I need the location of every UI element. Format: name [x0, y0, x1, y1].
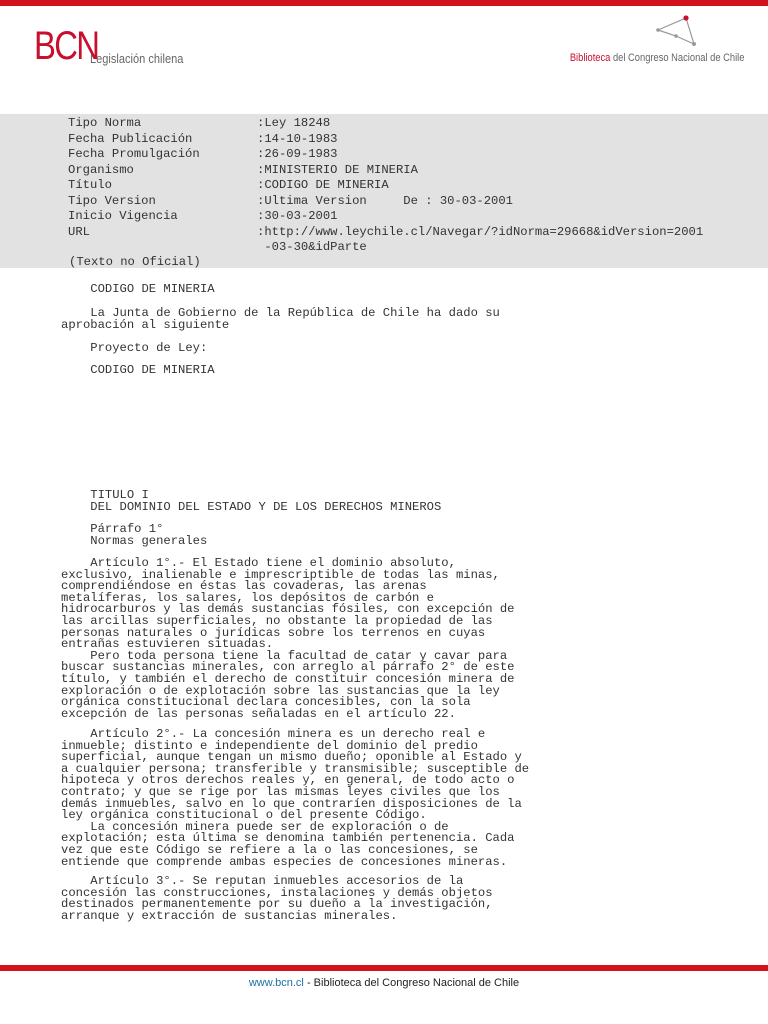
article-1: Artículo 1°.- El Estado tiene el dominio absoluto, exclusivo, inalienable e imprescriptible de todas las minas, comprendiéndose en éstas las covaderas, las arenas metalíferas, los salares, los depósitos de carbón e hidrocarburos y las demás sustancias fósiles, con excepción de las arcillas superficiales, no obstante la propiedad de las personas naturales o jurídicas sobre los terrenos en cuyas entrañas estuvieren situadas. Pero toda persona tiene la facultad de catar y cavar para buscar sustancias minerales, con arreglo al párrafo 2° de este título, y también el derecho de constituir concesión minera de exploración o de explotación sobre las sustancias que la ley orgánica constitucional declara concesibles, con la sola excepción de las personas señaladas en el artículo 22. — [61, 556, 515, 721]
meta-label: Título — [68, 178, 112, 192]
meta-value: :Ultima Version De : 30-03-2001 — [257, 193, 513, 208]
bcn-logo[interactable] — [34, 24, 184, 68]
meta-label: URL — [68, 224, 90, 239]
library-logo-text — [569, 52, 744, 64]
meta-value: :Ley 18248 — [257, 116, 331, 130]
law-project-title: CODIGO DE MINERIA — [61, 363, 215, 377]
bottom-red-rule — [0, 965, 768, 971]
library-highlight: Biblioteca — [569, 52, 610, 64]
meta-label: Fecha Publicación — [68, 131, 193, 146]
unofficial-text-note: (Texto no Oficial) — [69, 255, 201, 269]
title-heading: TITULO I DEL DOMINIO DEL ESTADO Y DE LOS DERECHOS MINEROS — [90, 488, 442, 514]
library-rest: del Congreso Nacional de Chile — [609, 52, 744, 64]
meta-value: :CODIGO DE MINERIA — [257, 178, 389, 192]
meta-value: :26-09-1983 — [257, 147, 338, 161]
bcn-logo-subtitle: Legislación chilena — [90, 51, 184, 66]
top-red-rule — [0, 0, 768, 6]
law-project-label: Proyecto de Ley: — [61, 341, 208, 355]
meta-value: :14-10-1983 — [257, 131, 338, 146]
meta-label: Organismo — [68, 162, 134, 177]
article-3: Artículo 3°.- Se reputan inmuebles accesorios de la concesión las construcciones, instalaciones y demás objetos destinados permanentemente por su dueño a la investigación, arranque y extracción de sustancias minerales. — [61, 874, 493, 923]
page-footer — [0, 977, 768, 989]
meta-value: :MINISTERIO DE MINERIA — [257, 162, 418, 177]
article-2: Artículo 2°.- La concesión minera es un derecho real e inmueble; distinto e independiente del dominio del predio superficial, aunque tengan un mismo dueño; oponible al Estado y a cualquier persona; transferible y transmisible; susceptible de hipoteca y otros derechos reales y, en general, de todo acto o contrato; y que se rige por las mismas leyes civiles que los demás inmuebles, salvo en lo que contraríen disposiciones de la ley orgánica constitucional o del presente Código. La concesión minera puede ser de exploración o de explotación; esta última se denomina también pertenencia. Cada vez que este Código se refiere a la o las concesiones, se entiende que comprende ambas especies de concesiones mineras. — [61, 727, 530, 869]
paragraph-heading: Párrafo 1° Normas generales — [90, 522, 208, 548]
norm-metadata-panel — [0, 114, 768, 268]
meta-label: Inicio Vigencia — [68, 209, 178, 223]
meta-url-link[interactable]: :http://www.leychile.cl/Navegar/?idNorma=29668&idVersion=2001 -03-30&idParte — [257, 224, 704, 254]
bcn-logo-text: BCN — [34, 24, 99, 68]
meta-label: Tipo Norma — [68, 116, 142, 130]
meta-label: Tipo Version — [68, 193, 156, 208]
law-preamble: La Junta de Gobierno de la República de Chile ha dado su aprobación al siguiente — [61, 306, 500, 332]
footer-bcn-link[interactable]: www.bcn.cl — [248, 977, 304, 989]
law-heading: CODIGO DE MINERIA — [61, 282, 215, 296]
meta-label: Fecha Promulgación — [68, 147, 200, 161]
meta-value: :30-03-2001 — [257, 209, 338, 223]
library-logo-icon — [656, 14, 704, 50]
footer-text: - Biblioteca del Congreso Nacional de Chile — [303, 977, 520, 989]
